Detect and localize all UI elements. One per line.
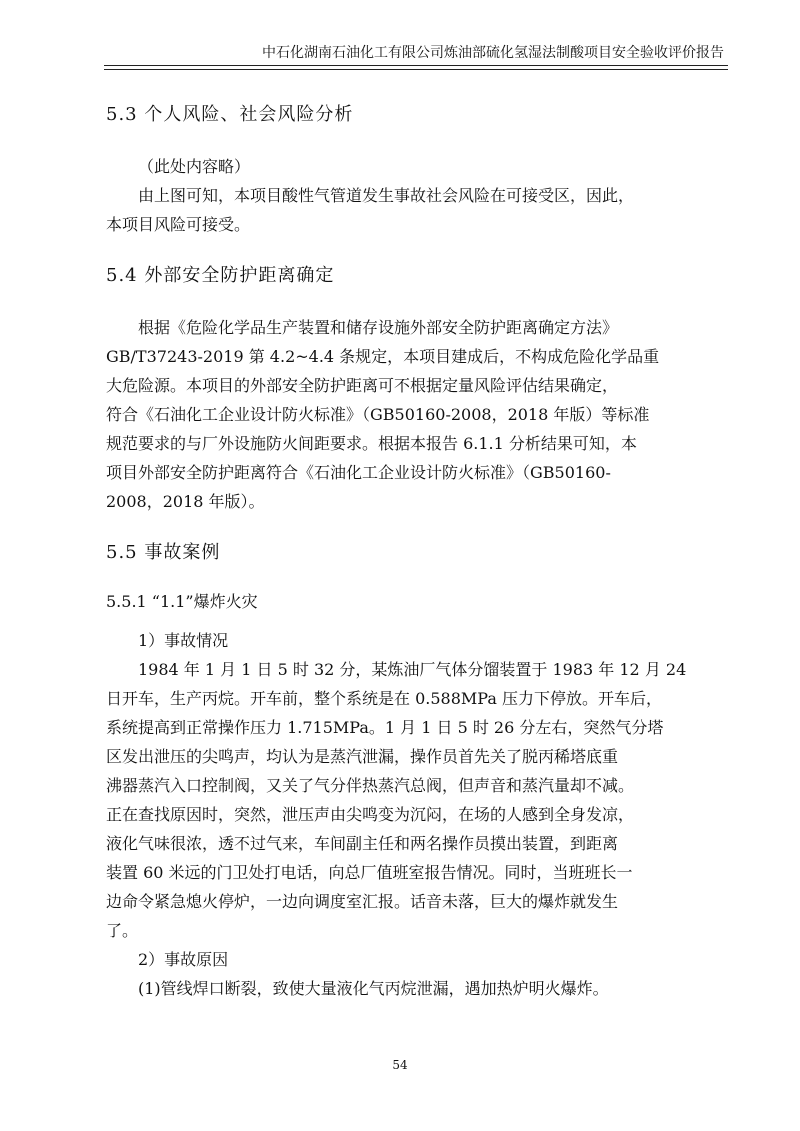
paragraph-line: GB/T37243-2019 第 4.2~4.4 条规定，本项目建成后，不构成危险化学品重 — [106, 347, 660, 366]
section-5-4-text — [106, 313, 730, 516]
page-number: 54 — [392, 1058, 408, 1072]
paragraph-line: 1984 年 1 月 1 日 5 时 32 分，某炼油厂气体分馏装置于 1983 年 12 月 24 — [138, 660, 687, 679]
item-label: 2）事故原因 — [138, 950, 229, 969]
header-rule-thin — [104, 69, 728, 70]
running-header: 中石化湖南石油化工有限公司炼油部硫化氢湿法制酸项目安全验收评价报告 — [262, 45, 724, 61]
paragraph-line: 液化气味很浓，透不过气来，车间副主任和两名操作员摸出装置，到距离 — [106, 834, 619, 853]
section-heading-5-3: 5.3 个人风险、社会风险分析 — [106, 104, 354, 125]
paragraph-line: 本项目风险可接受。 — [106, 215, 251, 234]
paragraph-line: 由上图可知，本项目酸性气管道发生事故社会风险在可接受区，因此， — [138, 186, 635, 205]
section-heading-5-4: 5.4 外部安全防护距离确定 — [106, 265, 335, 286]
note-line: （此处内容略） — [138, 157, 251, 176]
page-body — [106, 92, 730, 1003]
paragraph-line: (1)管线焊口断裂，致使大量液化气丙烷泄漏，遇加热炉明火爆炸。 — [138, 979, 609, 998]
paragraph-line: 系统提高到正常操作压力 1.715MPa。1 月 1 日 5 时 26 分左右，突然气分塔 — [106, 718, 664, 737]
section-5-5-text — [106, 626, 730, 1003]
item-label: 1）事故情况 — [138, 631, 229, 650]
section-heading-5-5: 5.5 事故案例 — [106, 542, 221, 563]
paragraph-line: 正在查找原因时，突然，泄压声由尖鸣变为沉闷，在场的人感到全身发凉， — [106, 805, 635, 824]
paragraph-line: 2008，2018 年版）。 — [106, 492, 265, 511]
paragraph-line: 项目外部安全防护距离符合《石油化工企业设计防火标准》（GB50160- — [106, 463, 611, 482]
paragraph-line: 边命令紧急熄火停炉，一边向调度室汇报。话音未落，巨大的爆炸就发生 — [106, 892, 619, 911]
paragraph-line: 大危险源。本项目的外部安全防护距离可不根据定量风险评估结果确定， — [106, 376, 619, 395]
paragraph-line: 沸器蒸汽入口控制阀，又关了气分伴热蒸汽总阀，但声音和蒸汽量却不减。 — [106, 776, 635, 795]
paragraph-line: 规范要求的与厂外设施防火间距要求。根据本报告 6.1.1 分析结果可知，本 — [106, 434, 637, 453]
header-rule-thick — [104, 65, 728, 66]
paragraph-line: 装置 60 米远的门卫处打电话，向总厂值班室报告情况。同时，当班班长一 — [106, 863, 633, 882]
paragraph-line: 根据《危险化学品生产装置和储存设施外部安全防护距离确定方法》 — [138, 318, 619, 337]
paragraph-line: 符合《石油化工企业设计防火标准》（GB50160-2008，2018 年版）等标准 — [106, 405, 650, 424]
paragraph-line: 日开车，生产丙烷。开车前，整个系统是在 0.588MPa 压力下停放。开车后， — [106, 689, 662, 708]
subsection-heading-5-5-1: 5.5.1 “1.1”爆炸火灾 — [106, 592, 258, 611]
section-5-3-text — [106, 152, 730, 239]
paragraph-line: 区发出泄压的尖鸣声，均认为是蒸汽泄漏，操作员首先关了脱丙稀塔底重 — [106, 747, 619, 766]
paragraph-line: 了。 — [106, 921, 139, 940]
